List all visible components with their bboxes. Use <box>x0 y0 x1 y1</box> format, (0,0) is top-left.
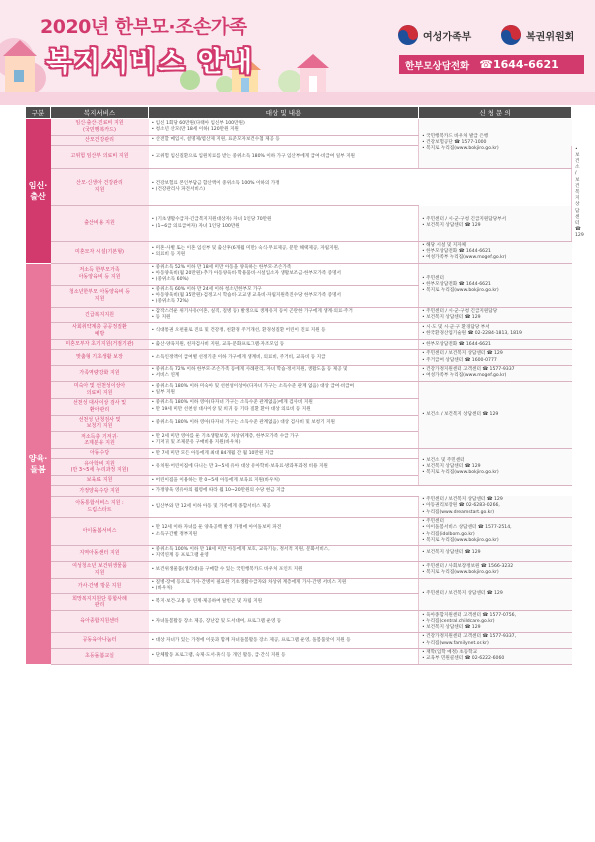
category-label: 임신· <box>28 180 48 190</box>
table-row <box>26 323 572 340</box>
service-name <box>51 119 149 136</box>
contact-line: • 보건복지 상담센터 ☎ 129 <box>422 223 568 229</box>
contact-line: • 한부모상담전화 ☎ 1644-6621 <box>422 249 569 255</box>
contact-info <box>419 611 572 633</box>
detail-line: • 기저귀 및 조제분유 구매비용 지원(바우처) <box>152 440 416 446</box>
detail-line: • 중위소득 72% 이하 한부모·조손가족 등에게 사례관리, 자녀 학습·정서지원, 생활도움 등 제공 및 <box>152 367 416 373</box>
service-line: 지역아동센터 지원 <box>79 550 120 557</box>
detail-line: • 갑작스러운 위기사유(이혼, 실직, 질병 등) 발생으로 생계유지 등이 곤란한 가구에게 생계·의료·주거 <box>152 309 416 315</box>
services-table <box>25 106 584 665</box>
service-line: 조제분유 지원 <box>84 440 115 447</box>
service-name <box>51 594 149 611</box>
service-line: 지원 <box>94 296 105 303</box>
service-line: 긴급복지지원 <box>85 311 114 318</box>
logo-mogef <box>397 24 471 46</box>
header-banner <box>0 0 595 105</box>
detail-line: • 산전할 메입시, 설명제/엽산제 지원, 표준모자보건수첩 제공 등 <box>152 137 416 143</box>
detail-line: • 단체활동 프로그램, 숙제·도서·휴식 등 개인 활동, 급·간식 지원 등 <box>152 653 416 659</box>
service-line: 가사·간병 방문 지원 <box>77 582 122 589</box>
service-line: 아동양육비 등 지원 <box>78 274 121 281</box>
service-name <box>51 517 149 545</box>
org2-name: 복권위원회 <box>526 31 575 43</box>
detail-line: • 임산부와 만 12세 이하 아동 및 가족에게 종합서비스 제공 <box>152 504 416 510</box>
detail-line: • (바우처) <box>152 586 416 592</box>
contact-line: • 시·도 및 시·군·구 환경담당 부서 <box>422 325 569 331</box>
service-detail <box>149 432 419 449</box>
table-row <box>26 649 572 665</box>
contact-line: • 누리집(central.childcare.go.kr) <box>422 619 569 625</box>
service-line: 선천성 난청검사 및 <box>78 416 121 423</box>
contact-line: • 주민센터 <box>422 276 569 282</box>
contact-line: • 보건복지 상담센터 ☎ 129 <box>422 625 569 631</box>
service-line: 지원 <box>94 569 105 576</box>
detail-line: • 소득구간별 정부지원 <box>152 532 416 538</box>
detail-line: • 만 7세 미만 모든 아동에게 최대 84개월 간 월 10만원 지급 <box>152 451 416 457</box>
service-name <box>51 285 149 307</box>
hotline-label: 한부모상담전화 <box>405 60 470 72</box>
col-contact: 신 청 문 의 <box>419 107 572 119</box>
table-row <box>26 517 572 545</box>
service-line: 관리 <box>94 602 105 609</box>
contact-line: • 주민센터 / 보건복지 상담센터 ☎ 129 <box>422 497 569 503</box>
detail-line: • 지역연계 등 프로그램 운영 <box>152 553 416 559</box>
service-line: 청소년한부모 아동양육비 등 <box>68 289 131 296</box>
service-line: 지원 <box>94 187 105 194</box>
detail-line: • (기초생활수급자·긴급복지지원대상자) 자녀 1인당 70만원 <box>152 217 416 223</box>
contact-info <box>419 649 572 665</box>
contact-line: • 주민센터 <box>422 519 569 525</box>
table-row <box>26 578 572 594</box>
service-line: 육아종합지원센터 <box>80 618 119 625</box>
service-detail <box>149 546 419 562</box>
contact-line: • 복지로 누리집(www.bokjiro.go.kr) <box>422 288 569 294</box>
detail-line: • 아동양육비(월 20만원)·추가 아동양육비·학용품비·시설입소자 생활보조금·한부모가족 증명서 <box>152 271 416 277</box>
detail-line: • 고위험 임신질환으로 입원치료를 받는 중위소득 180% 이하 가구 임산부에게 급여·비급여 일부 지원 <box>152 154 416 160</box>
service-detail <box>149 459 419 476</box>
contact-line: • 교육부 민원콜센터 ☎ 02-6222-6060 <box>422 656 569 662</box>
table-row <box>26 307 572 323</box>
detail-line: • 만 12세 이하 자녀를 둔 양육공백 발생 가정에 아이돌보미 파견 <box>152 525 416 531</box>
table-row <box>26 449 572 459</box>
contact-line: • 아동권리보장원 ☎ 02-6283-0266, <box>422 503 569 509</box>
service-detail <box>149 649 419 665</box>
contact-info <box>419 578 572 611</box>
service-line: 저소득 한부모가족 <box>79 267 120 274</box>
service-name <box>51 398 149 415</box>
contact-line: • 건강가정지원센터 고객센터 ☎ 1577-9337 <box>422 367 569 373</box>
service-name <box>51 561 149 578</box>
contact-line: • 육아종합지원센터 고객센터 ☎ 1577-0756, <box>422 613 569 619</box>
contact-info <box>419 449 572 486</box>
detail-line: • 청소년 산모(만 18세 이하) 120만원 지원 <box>152 127 416 133</box>
org1-name: 여성가족부 <box>423 31 472 43</box>
service-name <box>51 241 149 263</box>
col-category: 구분 <box>26 107 51 119</box>
contact-line: • 국민행복카드 바우처 발급 은행 <box>422 134 568 140</box>
detail-line: • 일부 지원 <box>152 390 416 396</box>
service-detail <box>149 263 419 285</box>
service-line: 드림스타트 <box>87 506 112 513</box>
title-year: 2020년 한부모·조손가족 <box>40 16 247 38</box>
service-line: 사회취약계층 공공정질환 <box>72 324 127 331</box>
service-detail <box>149 578 419 594</box>
detail-line: • 중위소득 180% 이하 영아(다자녀 가구는 소득수준 관계없음)에게 검사비 지원 <box>152 400 416 406</box>
contact-line: • 누리집(www.dreamstart.go.kr) <box>422 510 569 516</box>
service-name <box>51 633 149 649</box>
contact-info <box>419 323 572 340</box>
col-service: 복지서비스 <box>51 107 149 119</box>
contact-line: • 누리집(idolbom.go.kr) <box>422 532 569 538</box>
service-detail <box>149 285 419 307</box>
detail-line: • 임신 1회당 60만원(다태아 임신부 100만원) <box>152 121 416 127</box>
detail-line: • 미혼·사별 또는 이혼 임신부 및 출산후(6개월 미만) 숙식·무료제공, 분만 해택제공, 자립지원, <box>152 246 416 252</box>
service-detail <box>149 168 419 206</box>
detail-line: • 중위소득 52% 이하 만 18세 미만 아동을 양육하는 한부모·조손가족 <box>152 265 416 271</box>
table-row <box>26 496 572 517</box>
table-header-row <box>26 107 572 119</box>
table-row <box>26 366 572 382</box>
contact-line: • 보건복지 상담센터 ☎ 129 <box>422 464 569 470</box>
service-name <box>51 415 149 432</box>
service-name <box>51 578 149 594</box>
service-name <box>51 206 149 241</box>
contact-line: • 여성가족부 누리집(www.mogef.go.kr) <box>422 255 569 261</box>
table-row <box>26 263 572 285</box>
service-line: 미숙아 및 선천성이상아 <box>73 382 126 389</box>
detail-line: • 가정양육 영유아의 월령에 따라 월 10~20만원의 수당 현금 지급 <box>152 488 416 494</box>
service-line: 임신·출산·진료비 지원 <box>75 120 124 127</box>
detail-line: • (1~6급 의료급여자) 자녀 1인당 100만원 <box>152 224 416 230</box>
service-name <box>51 649 149 665</box>
detail-line: • 중위소득 60% 이하 만 24세 이하 청소년한부모 가구 <box>152 287 416 293</box>
detail-line: • 출산·양육지원, 친자검사비 지원, 교육·문화프로그램·자조모임 등 <box>152 342 416 348</box>
detail-line: • (중위소득 72%) <box>152 299 416 305</box>
service-line: 산모·신생아 건강관리 <box>76 180 123 187</box>
table-row <box>26 340 572 350</box>
service-line: 예방 <box>94 331 105 338</box>
contact-info <box>419 119 572 169</box>
table-row <box>26 206 572 241</box>
table-body <box>26 119 584 665</box>
contact-line: • 해당 시설 및 지자체 <box>422 243 569 249</box>
service-detail <box>149 119 419 136</box>
table-row: 고위험 임산부 의료비 지원 • 고위험 임신질환으로 입원치료를 받는 중위소득 180% 이하 가구 임산부에게 급여·비급여 일부 지원 보건소 / 보건복지 상담센터 ☎ 129 <box>26 146 572 169</box>
table-row <box>26 241 572 263</box>
service-line: 아동통합서비스 지원 : <box>75 499 124 506</box>
col-detail: 대상 및 내용 <box>149 107 419 119</box>
contact-line: • 복지로 누리집(www.bokjiro.go.kr) <box>422 538 569 544</box>
contact-line: • 주민센터 / 보건복지 상담센터 ☎ 129 <box>422 351 569 357</box>
detail-line: • 만 19세 미만 선천성 대사이상 및 희귀 등 기타 질환 환아 대상 의료비 등 지원 <box>152 407 416 413</box>
service-line: 유아학비 지원 <box>84 460 115 467</box>
contact-info <box>419 350 572 366</box>
detail-line: • 중위소득 180% 이하 영아(다자녀 가구는 소득수준 관계없음) 대상 검사비 및 보청기 지원 <box>152 420 416 426</box>
logo-lottery <box>500 24 574 46</box>
detail-line: • 아동양육비(월 35만원)·검정고시 학습비·고교생 교육비·자립지원촉진수당 한부모가족 증명서 <box>152 293 416 299</box>
detail-line: • 자녀돌봄활동 장소 제공, 장난감 및 도서대여, 프로그램 운영 등 <box>152 619 416 625</box>
table-row <box>26 168 572 206</box>
service-line: 가정양육수당 지원 <box>79 487 120 494</box>
contact-info <box>419 496 572 517</box>
service-name <box>51 546 149 562</box>
service-line: 아이돌봄서비스 <box>82 528 117 535</box>
hotline-bar <box>399 55 584 74</box>
category-label: 돌봄 <box>30 464 46 474</box>
contact-info <box>419 517 572 545</box>
table-row <box>26 486 572 496</box>
contact-line: • 보건복지 상담센터 ☎ 129 <box>422 550 569 556</box>
service-detail <box>149 307 419 323</box>
service-line: 선천성 대사이상 검사 및 <box>72 399 127 406</box>
service-line: 가족역량강화 지원 <box>79 370 120 376</box>
taegeuk-icon <box>500 24 522 46</box>
table-row <box>26 350 572 366</box>
contact-line: • 보건복지 상담센터 ☎ 129 <box>422 315 569 321</box>
service-detail <box>149 517 419 545</box>
service-detail <box>149 323 419 340</box>
service-name <box>51 307 149 323</box>
service-detail <box>149 398 419 415</box>
service-detail <box>149 476 419 486</box>
service-detail <box>149 350 419 366</box>
service-name <box>51 459 149 476</box>
contact-info <box>419 263 572 307</box>
contact-line: • 복지로 누리집(www.bokjiro.go.kr) <box>422 570 569 576</box>
detail-line: • 보건위생물품(생리대)을 구매할 수 있는 국민행복카드 바우처 포인트 지원 <box>152 567 416 573</box>
contact-info <box>419 546 572 562</box>
detail-line: • 소득인정액이 급여별 선정기준 이하 가구에게 생계비, 의료비, 주거비, 교육비 등 지급 <box>152 355 416 361</box>
service-name <box>51 496 149 517</box>
service-detail <box>149 633 419 649</box>
table-row <box>26 611 572 633</box>
contact-line: • 재학(입학 예정) 초등학교 <box>422 650 569 656</box>
service-line: 의료비 지원 <box>86 389 113 396</box>
service-line: (만 3~5세 누리과정 지원) <box>70 467 129 474</box>
service-name <box>51 611 149 633</box>
service-detail <box>149 241 419 263</box>
contact-line: • 한국환경산업기술원 ☎ 02-2284-1813, 1819 <box>422 331 569 337</box>
service-name <box>51 366 149 382</box>
service-detail <box>149 381 419 398</box>
table-row <box>26 561 572 578</box>
service-line: 초등돌봄교실 <box>85 653 114 659</box>
hotline-number: ☎1644-6621 <box>479 58 559 71</box>
service-name <box>51 476 149 486</box>
service-name <box>51 323 149 340</box>
service-line: 고위험 임산부 의료비 지원 <box>70 153 129 160</box>
service-name <box>51 340 149 350</box>
contact-line: • 건강보험공단 ☎ 1577-1000 <box>422 140 568 146</box>
detail-line: • 복지·보건·고용 등 연계·제공하여 탈빈곤 및 자립 지원 <box>152 599 416 605</box>
service-detail <box>149 561 419 578</box>
service-detail <box>149 206 419 241</box>
service-line: 여성청소년 보건위생물품 <box>72 563 127 569</box>
service-detail <box>149 611 419 633</box>
service-name <box>51 168 149 206</box>
contact-line: • 주민센터 / 보건복지 상담센터 ☎ 129 <box>422 591 569 597</box>
contact-info <box>419 561 572 578</box>
detail-line: • 중위소득 180% 이하 미숙아 및 선천성이상아(다자녀 가구는 소득수준 관계 없음) 대상 급여·비급여 <box>152 384 416 390</box>
service-line: 보육료 지원 <box>86 477 113 484</box>
table-row <box>26 119 572 136</box>
table-row <box>26 633 572 649</box>
service-detail <box>149 135 419 145</box>
service-line: 보청기 지원 <box>86 423 113 430</box>
contact-line: • 누리집(www.familynet.or.kr) <box>422 641 569 647</box>
detail-line: • 건강보험료 본인부담금 합산액이 중위소득 100% 이하의 가정 <box>152 181 416 187</box>
service-name <box>51 449 149 459</box>
service-detail <box>149 340 419 350</box>
contact-info <box>419 366 572 382</box>
detail-line: • (건강관리사 파견서비스) <box>152 187 416 193</box>
contact-info <box>419 206 572 241</box>
service-line: 저소득층 기저귀· <box>81 433 118 440</box>
service-line: (국민행복카드) <box>83 126 116 133</box>
service-name <box>51 486 149 496</box>
service-detail <box>149 449 419 459</box>
contact-line: • 한부모상담전화 ☎ 1644-6621 <box>422 342 569 348</box>
service-detail <box>149 496 419 517</box>
contact-line: • 여성가족부 누리집(www.mogef.go.kr) <box>422 373 569 379</box>
taegeuk-icon <box>397 24 419 46</box>
service-name <box>51 135 149 145</box>
detail-line: • 서비스 연계 <box>152 373 416 379</box>
contact-line: • 복지로 누리집(www.bokjiro.go.kr) <box>422 146 568 152</box>
category-cell <box>26 263 51 664</box>
service-name <box>51 432 149 449</box>
category-cell <box>26 119 51 264</box>
category-label: 양육· <box>28 453 48 463</box>
contact-info <box>419 307 572 323</box>
service-detail <box>149 415 419 432</box>
contact-line: • 보건소 / 보건복지 상담센터 ☎ 129 <box>422 412 569 418</box>
contact-line: • 주민센터 / 시·군·구청 긴급지원담당 <box>422 309 569 315</box>
service-line: 아동수당 <box>89 450 110 457</box>
detail-line: • 등 지원 <box>152 315 416 321</box>
detail-line: • 중위소득 100% 이하 만 18세 미만 아동에게 보호, 교육기능, 정서적 지원, 문화서비스, <box>152 547 416 553</box>
table-row <box>26 381 572 398</box>
detail-line: • 대상 자녀가 있는 가정에 이웃과 함께 자녀돌봄활동 장소 제공, 프로그램 운영, 돌봄품앗이 지원 등 <box>152 638 416 644</box>
service-line: 출산비용 지원 <box>84 220 115 227</box>
service-line: 환아관리 <box>89 406 110 413</box>
service-line: 미혼모자 시설(기본형) <box>75 248 124 255</box>
detail-line: • 질병·장애 등으로 가사·간병이 필요한 기초생활수급자와 차상위 계층에게 가사·간병 서비스 지원 <box>152 580 416 586</box>
service-line: 공동육아나눔터 <box>82 637 117 644</box>
service-name <box>51 381 149 398</box>
page-title: 복지서비스 안내 <box>46 47 254 78</box>
detail-line: • 만 2세 미만 영아를 둔 기초생활보장, 차상위계층, 한부모가족 수급 가구 <box>152 434 416 440</box>
category-label: 출산 <box>30 191 46 201</box>
contact-line: • 아이돌봄서비스 상담센터 ☎ 1577-2514, <box>422 525 569 531</box>
service-name <box>51 263 149 285</box>
contact-line: • 주거급여 상담센터 ☎ 1600-0777 <box>422 358 569 364</box>
service-detail <box>149 366 419 382</box>
service-line: 산모건강관리 <box>85 137 114 144</box>
detail-line: • 식대통권 오펀물로 진료 및 건강정, 친환경 주거개선, 환경성질환 어린이 진료 지원 등 <box>152 328 416 334</box>
contact-line: • 주민센터 / 시·군·구청 긴급지원담당부서 <box>422 217 568 223</box>
service-line: 희망복지지원단 통합사례 <box>72 595 127 602</box>
contact-line: • 한부모상담전화 ☎ 1644-6621 <box>422 282 569 288</box>
detail-line: • 어린이집을 이용하는 만 0~5세 아동에게 보육료 지원(바우처) <box>152 478 416 484</box>
service-name <box>51 350 149 366</box>
services-table-wrap <box>25 106 584 665</box>
detail-line: • 의료비 등 지원 <box>152 252 416 258</box>
contact-line: • 주민센터 / 사회보장정보원 ☎ 1566-3232 <box>422 564 569 570</box>
contact-info <box>419 340 572 350</box>
contact-line: • 건강가정지원센터 고객센터 ☎ 1577-9337, <box>422 634 569 640</box>
service-name <box>51 146 149 169</box>
service-detail <box>149 594 419 611</box>
contact-info <box>419 241 572 263</box>
table-row <box>26 546 572 562</box>
contact-line: • 복지로 누리집(www.bokjiro.go.kr) <box>422 470 569 476</box>
contact-line: • 보건소 및 주민센터 <box>422 458 569 464</box>
service-line: 맞춤형 기초생활 보장 <box>76 354 123 361</box>
service-detail <box>149 146 419 169</box>
contact-info <box>419 381 572 449</box>
service-line: 미혼모부자 초기지원(거점기관) <box>65 341 134 348</box>
service-detail <box>149 486 419 496</box>
contact-info <box>419 633 572 649</box>
detail-line: • 유치원·어린이집에 다니는 만 3~5세 유아 대상 유아학비·보육료·방과후과정 비용 지원 <box>152 464 416 470</box>
detail-line: • (중위소득 60%) <box>152 277 416 283</box>
